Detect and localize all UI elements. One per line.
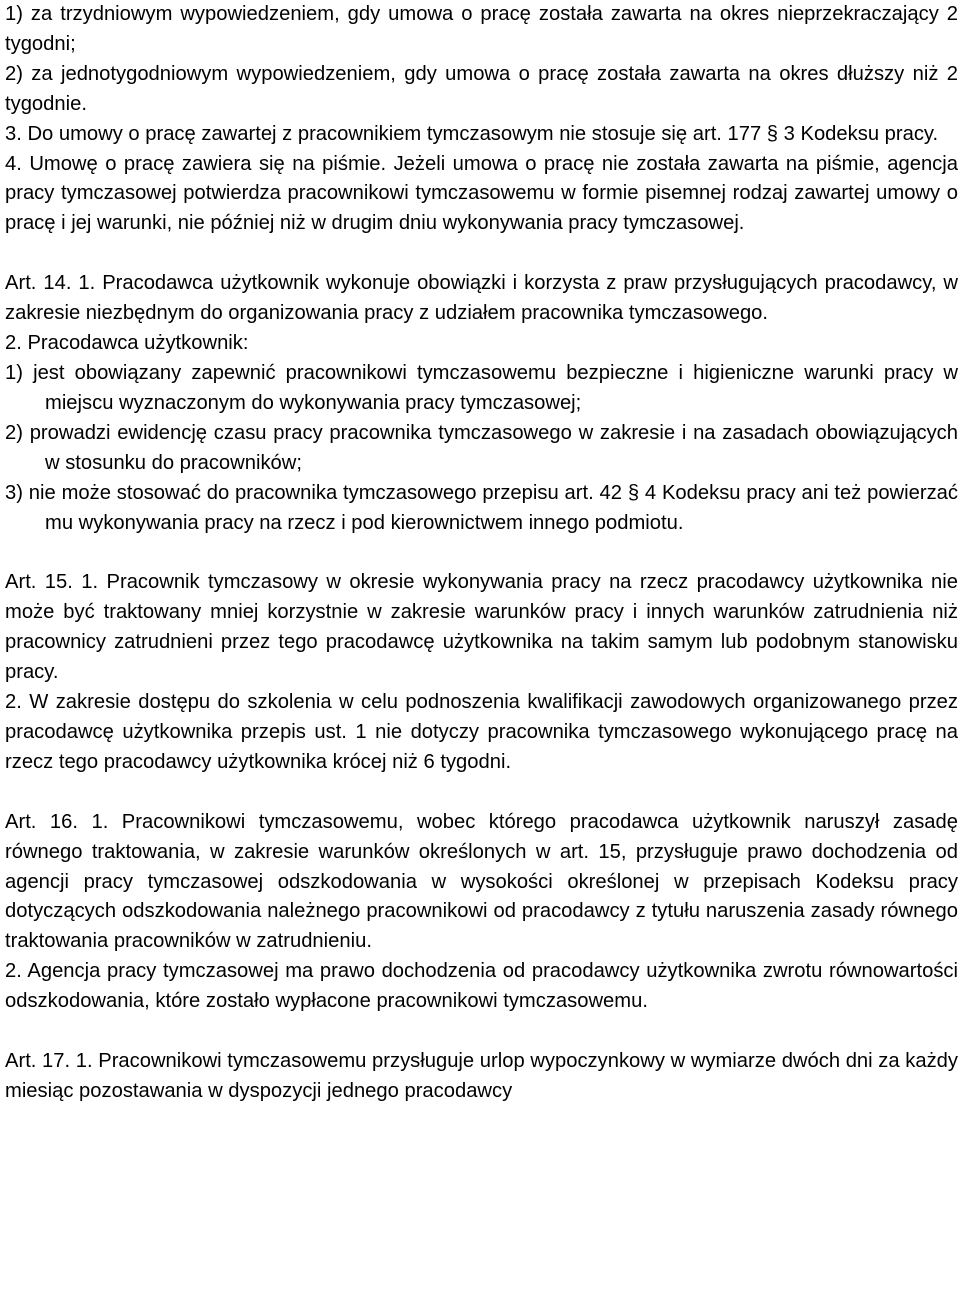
paragraph-art-14-point-1: 1) jest obowiązany zapewnić pracownikowi tymczasowemu bezpieczne i higieniczne warunki pracy w miejscu wyznaczonym do wykonywania pracy tymczasowej; [5, 361, 958, 414]
paragraph-art-14-point-2: 2) prowadzi ewidencję czasu pracy pracownika tymczasowego w zakresie i na zasadach obowiązujących w stosunku do pracowników; [5, 421, 958, 474]
paragraph-art-16: Art. 16. 1. Pracownikowi tymczasowemu, wobec którego pracodawca użytkownik naruszył zasadę równego traktowania, w zakresie warunków określonych w art. 15, przysługuje prawo dochodzenia od agencji pracy tymczasowej odszkodowania w wysokości określonej w przepisach Kodeksu pracy dotyczących odszkodowania należnego pracownikowi od pracodawcy z tytułu naruszenia zasady równego traktowania pracowników w zatrudnieniu. [5, 810, 958, 953]
paragraph-point-1: 1) za trzydniowym wypowiedzeniem, gdy umowa o pracę została zawarta na okres nieprzekraczający 2 tygodni; [5, 3, 958, 55]
paragraph-section-4: 4. Umowę o pracę zawiera się na piśmie. Jeżeli umowa o pracę nie została zawarta na piśmie, agencja pracy tymczasowej potwierdza pracownikowi tymczasowemu w formie pisemnej rodzaj zawartej umowy o pracę i jej warunki, nie później niż w drugim dniu wykonywania pracy tymczasowej. [5, 152, 958, 235]
paragraph-art-15: Art. 15. 1. Pracownik tymczasowy w okresie wykonywania pracy na rzecz pracodawcy użytkownika nie może być traktowany mniej korzystnie w zakresie warunków pracy i innych warunków zatrudnienia niż pracownicy zatrudnieni przez tego pracodawcę użytkownika na takim samym lub podobnym stanowisku pracy. [5, 571, 958, 684]
paragraph-art-17: Art. 17. 1. Pracownikowi tymczasowemu przysługuje urlop wypoczynkowy w wymiarze dwóch dni za każdy miesiąc pozostawania w dyspozycji jednego pracodawcy [5, 1050, 958, 1102]
paragraph-section-3: 3. Do umowy o pracę zawartej z pracownikiem tymczasowym nie stosuje się art. 177 § 3 Kodeksu pracy. [5, 122, 939, 145]
paragraph-point-2: 2) za jednotygodniowym wypowiedzeniem, gdy umowa o pracę została zawarta na okres dłuższy niż 2 tygodnie. [5, 62, 958, 115]
paragraph-art-16-section-2: 2. Agencja pracy tymczasowej ma prawo dochodzenia od pracodawcy użytkownika zwrotu równowartości odszkodowania, które zostało wypłacone pracownikowi tymczasowemu. [5, 960, 958, 1013]
paragraph-art-14: Art. 14. 1. Pracodawca użytkownik wykonuje obowiązki i korzysta z praw przysługujących pracodawcy, w zakresie niezbędnym do organizowania pracy z udziałem pracownika tymczasowego. [5, 272, 958, 325]
paragraph-art-14-section-2: 2. Pracodawca użytkownik: [5, 332, 249, 355]
paragraph-art-15-section-2: 2. W zakresie dostępu do szkolenia w celu podnoszenia kwalifikacji zawodowych organizowanego przez pracodawcę użytkownika przepis ust. 1 nie dotyczy pracownika tymczasowego wykonującego pracę na rzecz tego pracodawcy użytkownika krócej niż 6 tygodni. [5, 691, 958, 773]
paragraph-art-14-point-3: 3) nie może stosować do pracownika tymczasowego przepisu art. 42 § 4 Kodeksu pracy ani też powierzać mu wykonywania pracy na rzecz i pod kierownictwem innego podmiotu. [5, 481, 958, 534]
